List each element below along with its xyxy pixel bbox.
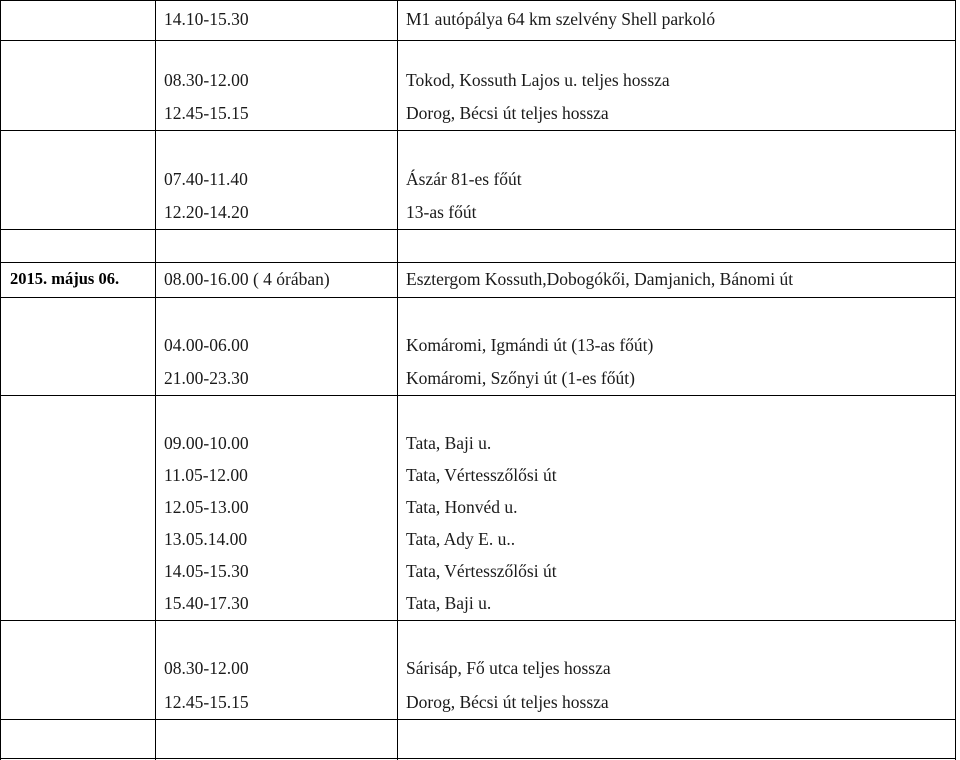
grid-line-row — [0, 297, 956, 298]
location-cell: Ászár 81-es főút — [406, 168, 522, 189]
time-cell: 12.45-15.15 — [164, 691, 249, 712]
location-cell: Tata, Vértesszőlősi út — [406, 465, 557, 485]
date-cell: 2015. május 06. — [10, 268, 120, 288]
location-cell: Dorog, Bécsi út teljes hossza — [406, 691, 609, 712]
grid-line-left — [0, 0, 1, 760]
grid-line-right — [955, 0, 956, 760]
time-cell: 21.00-23.30 — [164, 367, 249, 388]
location-cell: Tokod, Kossuth Lajos u. teljes hossza — [406, 69, 670, 90]
time-cell: 08.30-12.00 — [164, 658, 249, 678]
grid-line-row — [0, 40, 956, 41]
grid-line-row — [0, 0, 956, 1]
time-cell: 09.00-10.00 — [164, 433, 249, 453]
grid-line-row — [0, 620, 956, 621]
grid-line-time-separator — [397, 0, 398, 760]
grid-line-row — [0, 719, 956, 720]
location-cell: Tata, Baji u. — [406, 433, 492, 453]
time-cell: 12.20-14.20 — [164, 201, 249, 222]
location-cell: 13-as főút — [406, 201, 477, 222]
time-cell: 14.10-15.30 — [164, 9, 249, 29]
grid-line-row — [0, 262, 956, 263]
location-cell: Tata, Honvéd u. — [406, 496, 518, 517]
grid-line-row — [0, 130, 956, 131]
location-cell: Tata, Ady E. u.. — [406, 528, 516, 549]
location-cell: Tata, Vértesszőlősi út — [406, 561, 557, 581]
location-cell: Dorog, Bécsi út teljes hossza — [406, 102, 609, 123]
time-cell: 13.05.14.00 — [164, 528, 248, 549]
time-cell: 12.45-15.15 — [164, 102, 249, 123]
time-cell: 07.40-11.40 — [164, 168, 248, 189]
time-cell: 11.05-12.00 — [164, 465, 248, 485]
location-cell: Komáromi, Szőnyi út (1-es főút) — [406, 367, 635, 388]
time-cell: 08.00-16.00 ( 4 órában) — [164, 268, 330, 289]
grid-line-date-separator — [155, 0, 156, 760]
location-cell: Esztergom Kossuth,Dobogókői, Damjanich, Bánomi út — [406, 268, 794, 289]
time-cell: 12.05-13.00 — [164, 496, 249, 517]
time-cell: 08.30-12.00 — [164, 69, 249, 90]
location-cell: Tata, Baji u. — [406, 593, 492, 613]
location-cell: Komáromi, Igmándi út (13-as főút) — [406, 335, 654, 355]
time-cell: 14.05-15.30 — [164, 561, 249, 581]
grid-line-row — [0, 395, 956, 396]
grid-line-bottom — [0, 758, 956, 759]
time-cell: 04.00-06.00 — [164, 335, 249, 355]
location-cell: M1 autópálya 64 km szelvény Shell parkoló — [406, 9, 716, 29]
time-cell: 15.40-17.30 — [164, 593, 249, 613]
grid-line-row — [0, 229, 956, 230]
location-cell: Sárisáp, Fő utca teljes hossza — [406, 658, 611, 678]
